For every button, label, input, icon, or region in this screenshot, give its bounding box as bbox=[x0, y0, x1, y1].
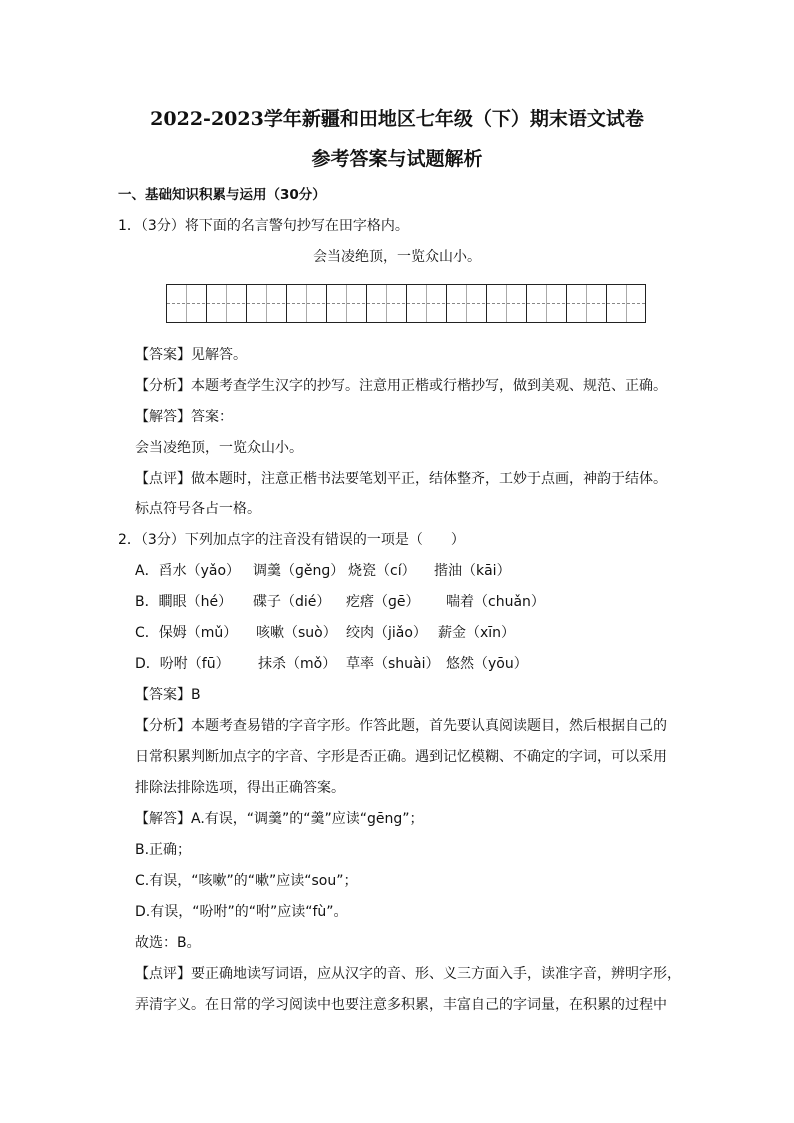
q2-analysis-line2: 日常积累判断加点字的字音、字形是否正确。遇到记忆模糊、不确定的字词，可以采用 bbox=[135, 749, 667, 765]
q2-comment-line1: 【点评】要正确地读写词语，应从汉字的音、形、义三方面入手，读准字音，辨明字形， bbox=[135, 966, 681, 982]
q2-option-c-4: 薪金（xīn） bbox=[438, 625, 516, 641]
section-heading: 一、基础知识积累与运用（30分） bbox=[118, 187, 326, 203]
q2-choice: 故选：B。 bbox=[135, 935, 201, 951]
q2-solution-b: B.正确； bbox=[135, 842, 192, 858]
q2-option-a-1: A．舀水（yǎo） bbox=[135, 563, 241, 579]
q2-option-d-2: 抹杀（mǒ） bbox=[258, 656, 337, 672]
q2-analysis-line3: 排除法排除选项，得出正确答案。 bbox=[135, 780, 345, 796]
q2-option-d-4: 悠然（yōu） bbox=[446, 656, 528, 672]
q2-option-a-2: 调羹（ɡěnɡ） bbox=[253, 563, 345, 579]
q1-answer: 【答案】见解答。 bbox=[135, 347, 247, 363]
q2-option-d-3: 草率（shuài） bbox=[346, 656, 440, 672]
q1-comment-line2: 标点符号各占一格。 bbox=[135, 501, 261, 517]
q1-quote: 会当凌绝顶，一览众山小。 bbox=[313, 249, 481, 265]
q2-option-c-3: 绞肉（jiǎo） bbox=[346, 625, 427, 641]
q2-analysis-line1: 【分析】本题考查易错的字音字形。作答此题，首先要认真阅读题目，然后根据自己的 bbox=[135, 718, 667, 734]
q2-option-a-3: 烧瓷（cí） bbox=[348, 563, 416, 579]
q2-option-b-4: 喘着（chuǎn） bbox=[446, 594, 545, 610]
q2-option-b-1: B．瞷眼（hé） bbox=[135, 594, 233, 610]
q2-stem: 2．（3分）下列加点字的注音没有错误的一项是（ ） bbox=[118, 532, 465, 548]
q2-option-a-4: 揩油（kāi） bbox=[434, 563, 511, 579]
page-subtitle: 参考答案与试题解析 bbox=[311, 148, 483, 170]
q2-option-c-1: C．保姆（mǔ） bbox=[135, 625, 238, 641]
q2-option-b-2: 碟子（dié） bbox=[253, 594, 331, 610]
page-title: 2022-2023学年新疆和田地区七年级（下）期末语文试卷 bbox=[150, 108, 644, 130]
q1-comment-line1: 【点评】做本题时，注意正楷书法要笔划平正，结体整齐，工妙于点画，神韵于结体。 bbox=[135, 471, 667, 487]
q2-option-c-2: 咳嗽（suò） bbox=[256, 625, 337, 641]
q1-solution-text: 会当凌绝顶，一览众山小。 bbox=[135, 440, 303, 456]
q2-option-d-1: D．吩咐（fū） bbox=[135, 656, 230, 672]
q2-solution-c: C.有误，“咳嗽”的“嗽”应读“sou”； bbox=[135, 873, 358, 889]
q2-solution-d: D.有误，“吩咐”的“咐”应读“fù”。 bbox=[135, 904, 348, 920]
q2-solution-a: 【解答】A.有误，“调羹”的“羹”应读“gēng”； bbox=[135, 811, 424, 827]
q2-comment-line2: 弄清字义。在日常的学习阅读中也要注意多积累，丰富自己的字词量，在积累的过程中 bbox=[135, 997, 667, 1013]
q2-option-b-3: 疙瘩（ɡē） bbox=[346, 594, 420, 610]
q1-stem: 1．（3分）将下面的名言警句抄写在田字格内。 bbox=[118, 218, 409, 234]
q1-analysis: 【分析】本题考查学生汉字的抄写。注意用正楷或行楷抄写，做到美观、规范、正确。 bbox=[135, 378, 667, 394]
q1-solution-label: 【解答】答案： bbox=[135, 409, 233, 425]
tianzige-grid bbox=[166, 284, 646, 323]
q2-answer: 【答案】B bbox=[135, 687, 201, 703]
